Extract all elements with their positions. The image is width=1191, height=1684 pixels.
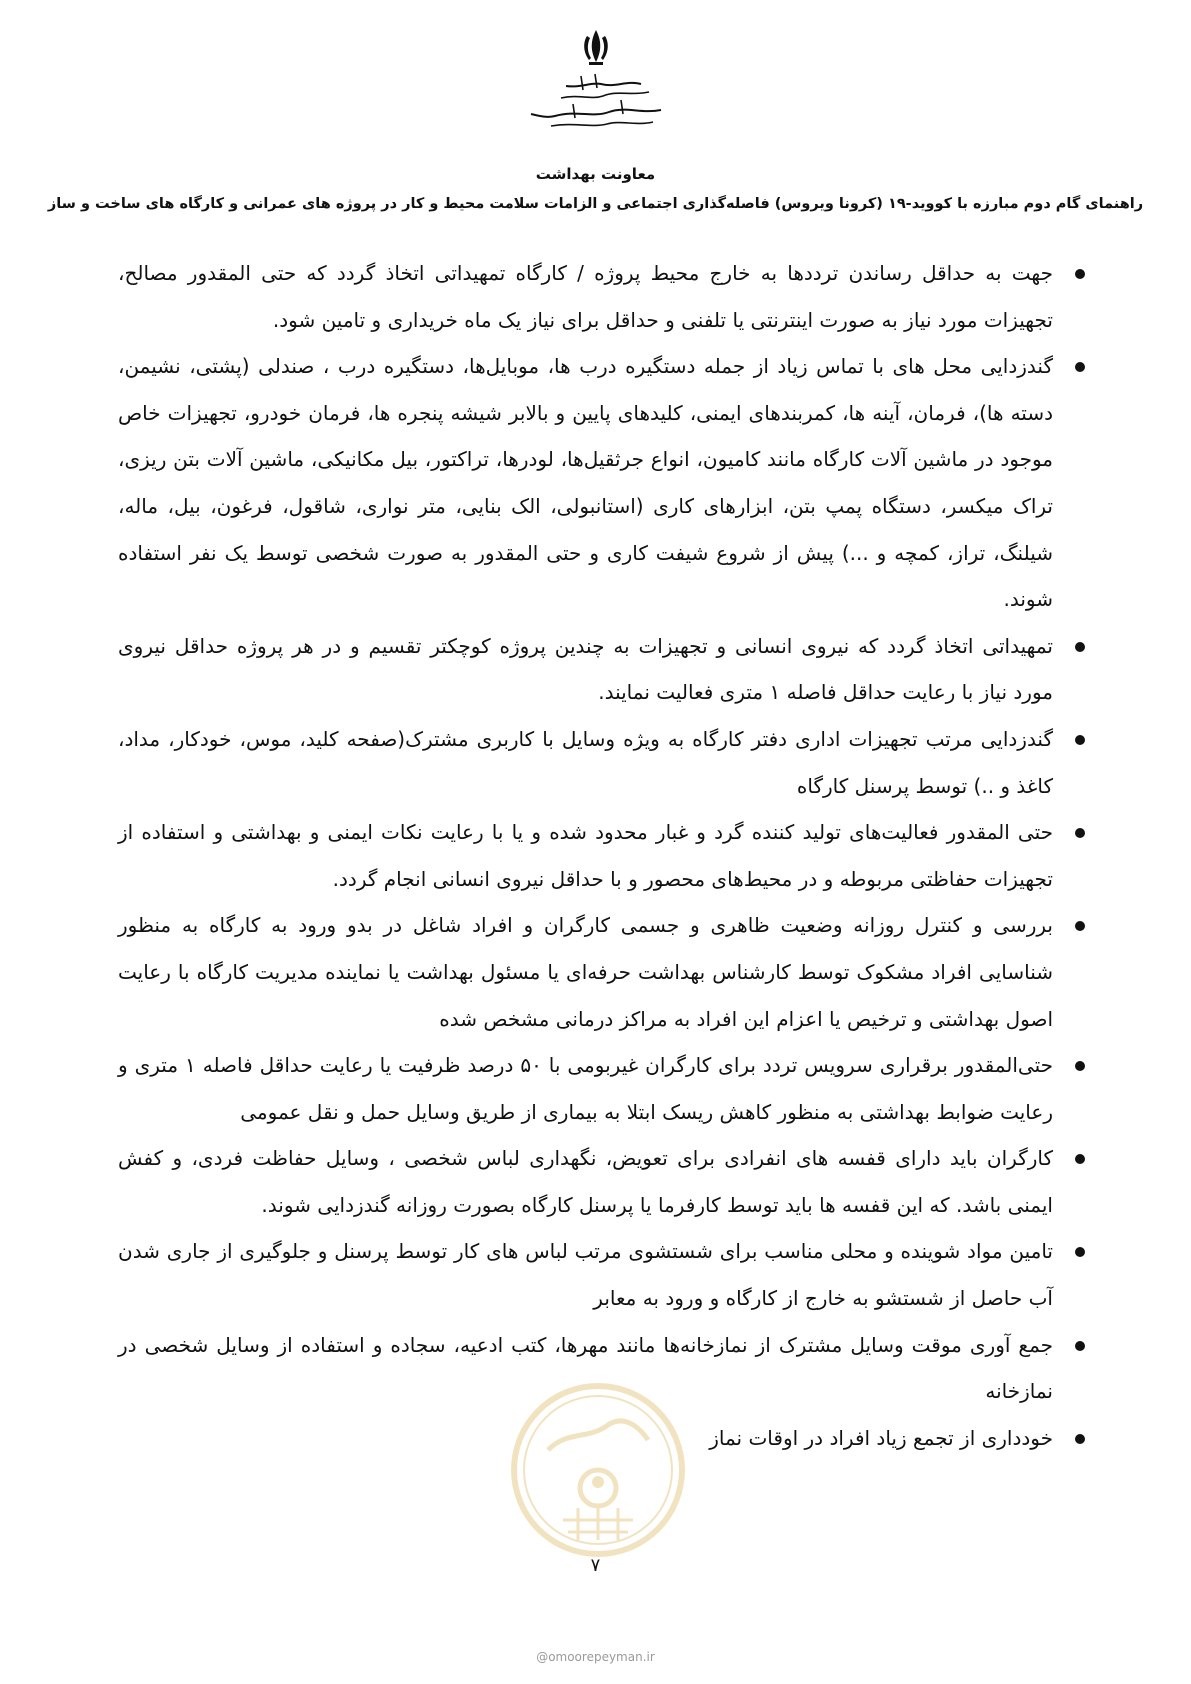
- deputy-heading: [0, 164, 1191, 183]
- bullet-icon: [1075, 1247, 1085, 1257]
- guideline-list: [118, 250, 1085, 1461]
- deputy-label: معاونت بهداشت: [535, 165, 656, 183]
- list-item: حتی المقدور فعالیت‌های تولید کننده گرد و غبار محدود شده و یا با رعایت نکات ایمنی و بهداشتی و استفاده از تجهیزات حفاظتی مربوطه و در محیط‌های محصور و با حداقل نیروی انسانی انجام گردد.: [118, 809, 1085, 902]
- list-item: خودداری از تجمع زیاد افراد در اوقات نماز: [118, 1415, 1085, 1462]
- list-item: تامین مواد شوینده و محلی مناسب برای شستشوی مرتب لباس های کار توسط پرسنل و جلوگیری از جاری شدن آب حاصل از شستشو به خارج از کارگاه و ورود به معابر: [118, 1228, 1085, 1321]
- omoor-peyman-watermark-icon: [508, 1380, 688, 1560]
- iran-emblem-icon: [579, 28, 613, 66]
- bullet-icon: [1075, 269, 1085, 279]
- bullet-content: [118, 250, 1085, 1461]
- list-item: جهت به حداقل رساندن ترددها به خارج محیط پروژه / کارگاه تمهیداتی اتخاذ گردد که حتی المقدور مصالح، تجهیزات مورد نیاز به صورت اینترنتی یا تلفنی و حداقل برای نیاز یک ماه خریداری و تامین شود.: [118, 250, 1085, 343]
- site-watermark-text: @omoorepeyman.ir: [536, 1650, 655, 1664]
- list-item: جمع آوری موقت وسایل مشترک از نمازخانه‌ها مانند مهرها، کتب ادعیه، سجاده و استفاده از وسایل شخصی در نمازخانه: [118, 1322, 1085, 1415]
- page-header: [0, 28, 1191, 134]
- list-item: حتی‌المقدور برقراری سرویس تردد برای کارگران غیربومی با ۵۰ درصد ظرفیت یا رعایت حداقل فاصله ۱ متری و رعایت ضوابط بهداشتی به منظور کاهش ریسک ابتلا به بیماری از طریق وسایل حمل و نقل عمومی: [118, 1042, 1085, 1135]
- bullet-icon: [1075, 1341, 1085, 1351]
- page-number: ۷: [590, 1555, 601, 1576]
- list-item: گندزدایی مرتب تجهیزات اداری دفتر کارگاه به ویژه وسایل با کاربری مشترک(صفحه کلید، موس، خودکار، مداد، کاغذ و ..) توسط پرسنل کارگاه: [118, 716, 1085, 809]
- document-title: راهنمای گام دوم مبارزه با کووید-۱۹ (کرونا ویروس) فاصله‌گذاری اجتماعی و الزامات سلامت محیط و کار در پروژه های عمرانی و کارگاه های ساخت و ساز: [47, 196, 1144, 212]
- bullet-icon: [1075, 1061, 1085, 1071]
- list-item: بررسی و کنترل روزانه وضعیت ظاهری و جسمی کارگران و افراد شاغل در بدو ورود به کارگاه به منظور شناسایی افراد مشکوک توسط کارشناس بهداشت حرفه‌ای یا مسئول بهداشت یا نماینده مدیریت کارگاه با رعایت اصول بهداشتی و ترخیص یا اعزام این افراد به مراکز درمانی مشخص شده: [118, 902, 1085, 1042]
- bullet-icon: [1075, 828, 1085, 838]
- list-item: تمهیداتی اتخاذ گردد که نیروی انسانی و تجهیزات به چندین پروژه کوچکتر تقسیم و در هر پروژه حداقل نیروی مورد نیاز با رعایت حداقل فاصله ۱ متری فعالیت نمایند.: [118, 623, 1085, 716]
- list-item: گندزدایی محل های با تماس زیاد از جمله دستگیره درب ها، موبایل‌ها، دستگیره درب ، صندلی (پشتی، نشیمن، دسته ها)، فرمان، آینه ها، کمربندهای ایمنی، کلیدهای پایین و بالابر شیشه پنجره ها، فرمان خودرو، تجهیزات خاص موجود در ماشین آلات کارگاه مانند کامیون، انواع جرثقیل‌ها، لودرها، تراکتور، بیل مکانیکی، ماشین آلات بتن ریزی، تراک میکسر، دستگاه پمپ بتن، ابزارهای کاری (استانبولی، الک بنایی، متر نواری، شاقول، فرغون، بیل، ماله، شیلنگ، تراز، کمچه و ...) پیش از شروع شیفت کاری و حتی المقدور به صورت شخصی توسط یک نفر استفاده شوند.: [118, 343, 1085, 623]
- bullet-icon: [1075, 735, 1085, 745]
- bullet-icon: [1075, 921, 1085, 931]
- list-item: کارگران باید دارای قفسه های انفرادی برای تعویض، نگهداری لباس شخصی ، وسایل حفاظت فردی، و کفش ایمنی باشد. که این قفسه ها باید توسط کارفرما یا پرسنل کارگاه بصورت روزانه گندزدایی شوند.: [118, 1135, 1085, 1228]
- bullet-icon: [1075, 362, 1085, 372]
- bullet-icon: [1075, 642, 1085, 652]
- bullet-icon: [1075, 1154, 1085, 1164]
- ministry-calligraphy-logo: [521, 70, 671, 134]
- bullet-icon: [1075, 1434, 1085, 1444]
